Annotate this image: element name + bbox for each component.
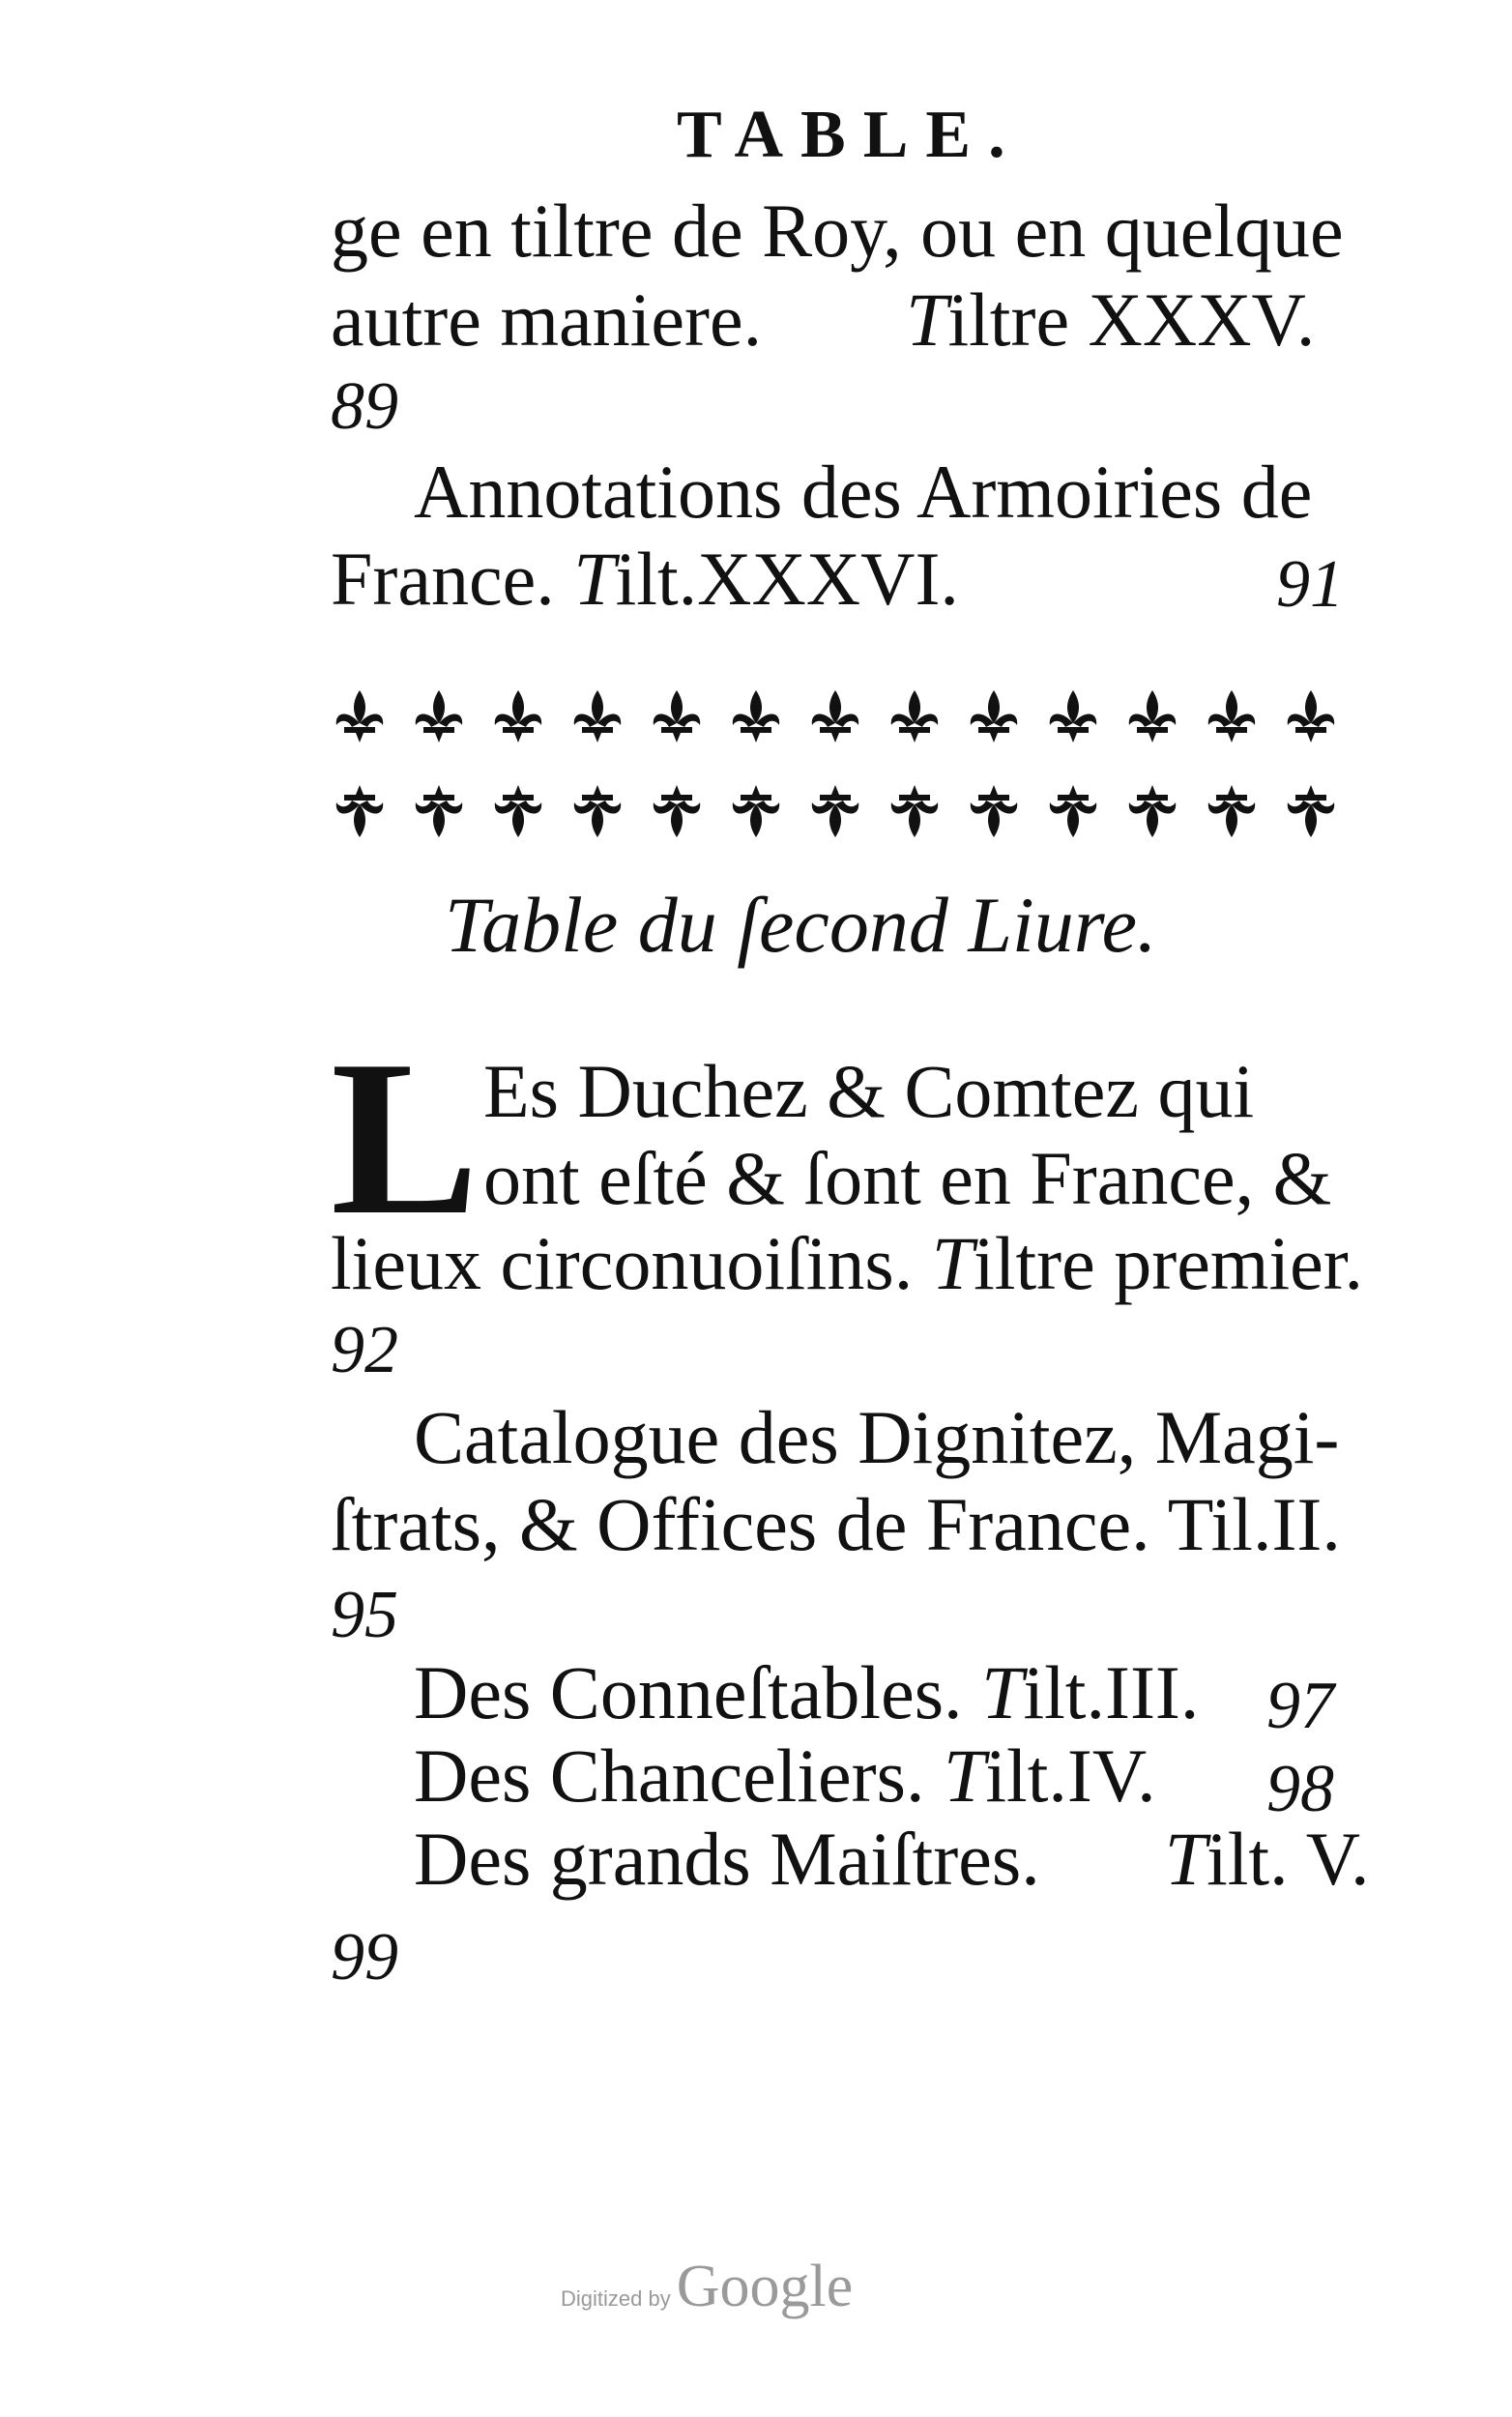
catalogue-page: 95 [331,1578,398,1652]
entry-36-italic-t: T [573,537,616,621]
section-title: Table du ſecond Liure. [445,881,1157,969]
maistres-tiltre: ilt. V. [1207,1817,1370,1901]
maistres-page: 99 [331,1920,398,1995]
entry-36-line1: Annotations des Armoiries de [414,450,1313,534]
entry-35-italic-t: T [906,277,948,362]
entry-36-line2 [331,537,959,621]
connestables-line [414,1650,1200,1734]
running-header: TABLE. [677,98,1023,172]
maistres-line [414,1817,1370,1901]
chanceliers-tiltre: ilt.IV. [985,1733,1156,1818]
catalogue-line1: Catalogue des Dignitez, Magi- [414,1395,1340,1479]
first-entry-page: 92 [331,1313,398,1387]
maistres-text: Des grands Maiſtres. [414,1817,1040,1901]
connestables-page: 97 [1266,1669,1334,1743]
watermark-prefix: Digitized by [561,2286,671,2311]
first-entry-line3 [331,1221,1363,1305]
digitized-watermark [561,2253,853,2321]
entry-36-page: 91 [1276,547,1344,622]
google-logo: Google [676,2254,854,2319]
connestables-tiltre: ilt.III. [1023,1650,1200,1734]
entry-35-tiltre: iltre XXXV. [947,277,1316,362]
entry-36-text: France. [331,537,555,621]
catalogue-line2: ſtrats, & Offices de France. Til.II. [331,1482,1341,1566]
entry-35-page: 89 [331,369,398,444]
chanceliers-italic-t: T [943,1733,986,1818]
fleur-de-lis-border-icon [331,686,1355,841]
first-entry-tiltre: iltre premier. [974,1221,1363,1305]
chanceliers-text: Des Chanceliers. [414,1733,925,1818]
drop-cap: L [331,1014,480,1261]
maistres-italic-t: T [1164,1817,1207,1901]
entry-36-tiltre: ilt.XXXVI. [615,537,959,621]
first-entry-line1: Es Duchez & Comtez qui [483,1049,1255,1133]
chanceliers-page: 98 [1266,1752,1334,1826]
connestables-text: Des Conneſtables. [414,1650,963,1734]
first-entry-line2: ont eſté & ſont en France, & [483,1136,1332,1220]
connestables-italic-t: T [981,1650,1024,1734]
entry-35-text: autre maniere. [331,277,763,362]
first-entry-text: lieux circonuoiſins. [331,1221,914,1305]
entry-35-line1: ge en tiltre de Roy, ou en quelque [331,189,1344,273]
chanceliers-line [414,1733,1156,1818]
first-entry-italic-t: T [931,1221,974,1305]
entry-35-line2 [331,277,1316,362]
ornament-top-row [336,690,1334,743]
ornament-bottom-row [336,785,1334,837]
